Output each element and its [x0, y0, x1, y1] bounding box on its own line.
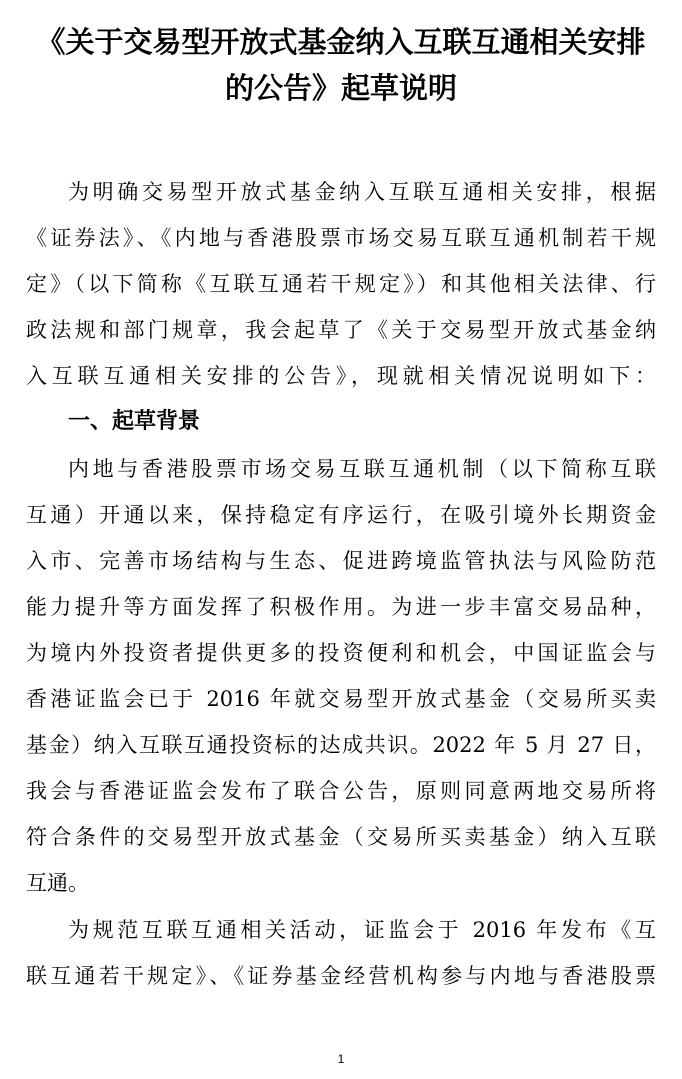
paragraph-line: 定》（以下简称《互联互通若干规定》）和其他相关法律、行 [26, 272, 656, 297]
paragraph-line: 符合条件的交易型开放式基金（交易所买卖基金）纳入互联 [26, 825, 656, 850]
paragraph-line: 入互联互通相关安排的公告》，现就相关情况说明如下： [26, 364, 656, 389]
paragraph-line: 基金）纳入互联互通投资标的达成共识。2022 年 5 月 27 日， [26, 733, 656, 758]
paragraph-line: 《证券法》、《内地与香港股票市场交易互联互通机制若干规 [26, 226, 656, 251]
paragraph-line: 能力提升等方面发挥了积极作用。为进一步丰富交易品种， [26, 594, 656, 619]
paragraph-line: 为规范互联互通相关活动，证监会于 2016 年发布《互 [68, 917, 656, 942]
document-title-line-1: 《关于交易型开放式基金纳入互联互通相关安排 [36, 25, 646, 59]
document-body [26, 169, 656, 999]
paragraph-line: 互通）开通以来，保持稳定有序运行，在吸引境外长期资金 [26, 502, 656, 527]
paragraph-line: 互通。 [26, 871, 89, 896]
paragraph-line: 为明确交易型开放式基金纳入互联互通相关安排，根据 [68, 180, 656, 204]
paragraph-line: 我会与香港证监会发布了联合公告，原则同意两地交易所将 [26, 779, 656, 804]
document-title-line-2: 的公告》起草说明 [224, 71, 457, 105]
paragraph-line: 联互通若干规定》、《证券基金经营机构参与内地与香港股票 [26, 963, 656, 988]
paragraph-line: 内地与香港股票市场交易互联互通机制（以下简称互联 [68, 456, 656, 481]
paragraph-line: 香港证监会已于 2016 年就交易型开放式基金（交易所买卖 [26, 687, 656, 712]
page-number: 1 [337, 1052, 345, 1066]
paragraph-line: 为境内外投资者提供更多的投资便利和机会，中国证监会与 [26, 640, 656, 665]
paragraph-line: 政法规和部门规章，我会起草了《关于交易型开放式基金纳 [26, 318, 656, 343]
section-heading: 一、起草背景 [68, 409, 201, 435]
paragraph-line: 入市、完善市场结构与生态、促进跨境监管执法与风险防范 [26, 548, 656, 573]
